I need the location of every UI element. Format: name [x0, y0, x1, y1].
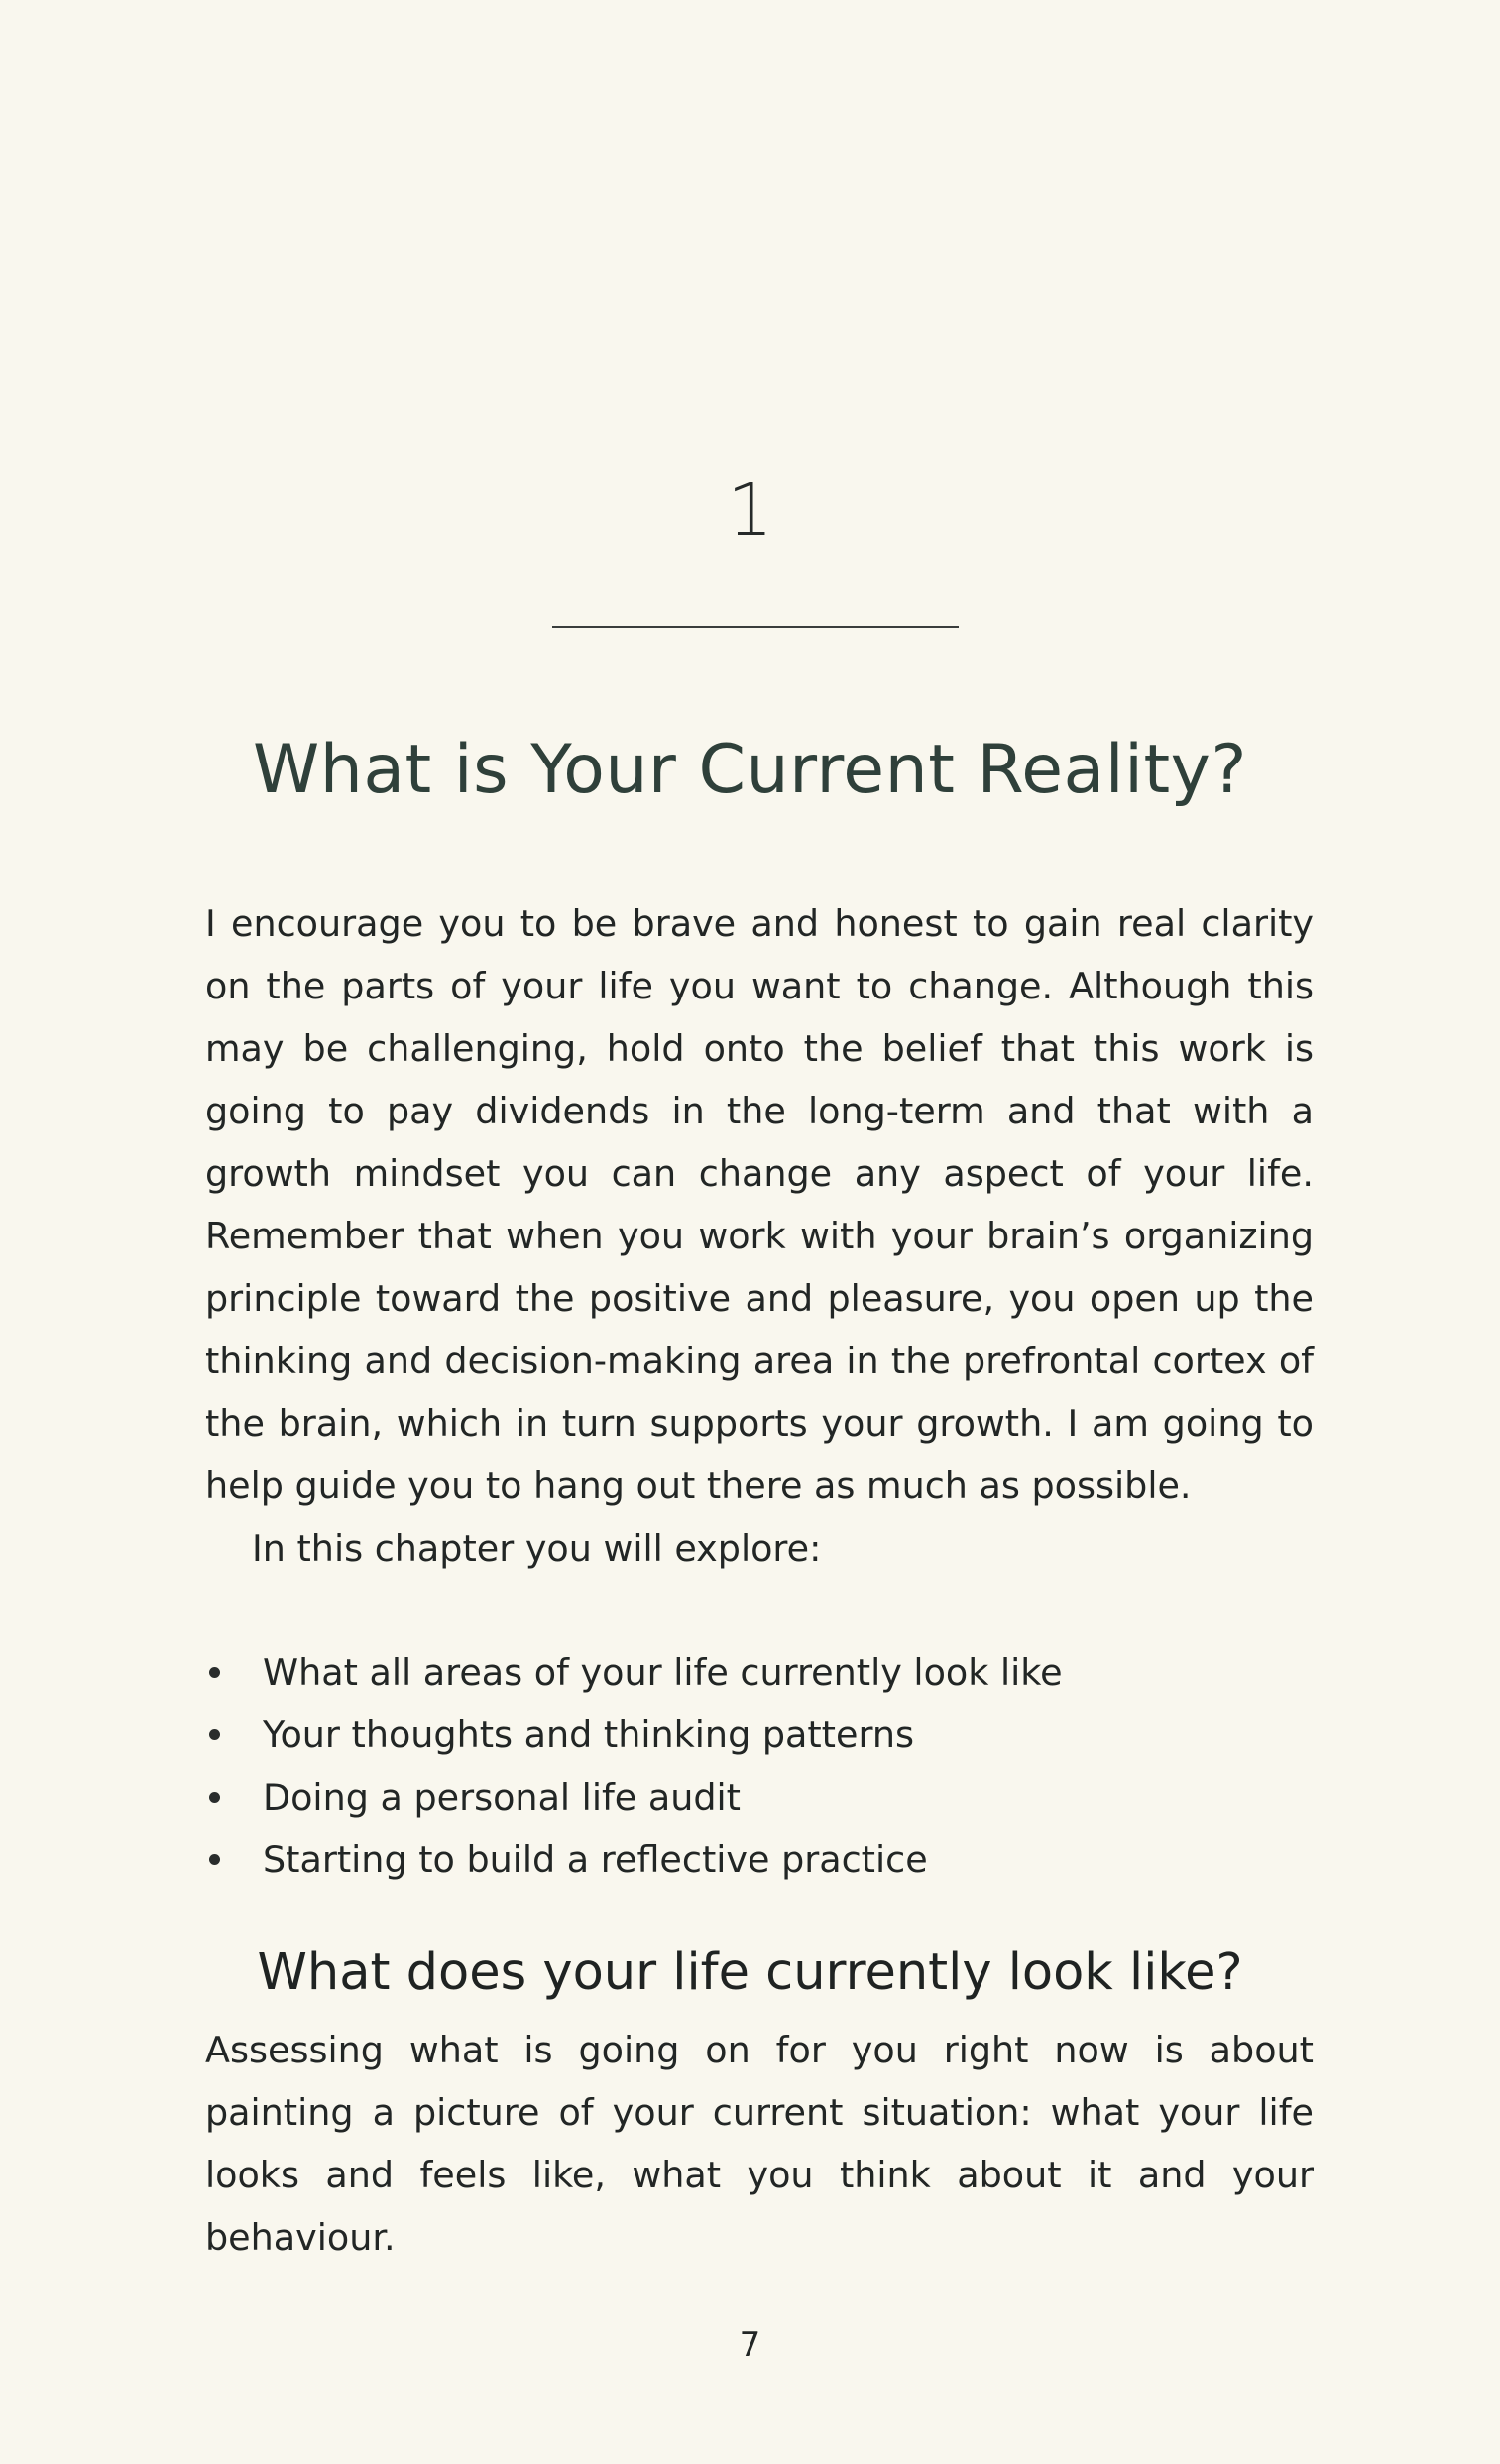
list-item-text: Doing a personal life audit [263, 1776, 741, 1819]
page-number: 7 [739, 2325, 761, 2365]
list-item-text: What all areas of your life currently look like [263, 1651, 1063, 1694]
bullet-icon [209, 1667, 220, 1678]
chapter-number: 1 [726, 468, 774, 553]
list-item [205, 1641, 1314, 1703]
intro-paragraph: I encourage you to be brave and honest to gain real clarity on the parts of your life you want to change. Although this may be challenging, hold onto the belief that this work is going to pay dividends in the long-term and that with a growth mindset you can change any aspect of your life. Remember that when you work with your brain’s organizing principle toward the positive and pleasure, you open up the thinking and decision-making area in the prefrontal cortex of the brain, which in turn supports your growth. I am going to help guide you to hang out there as much as possible. [205, 902, 1314, 1507]
bullet-icon [209, 1792, 220, 1803]
list-item [205, 1703, 1314, 1766]
list-item [205, 1766, 1314, 1828]
bullet-icon [209, 1729, 220, 1740]
section-heading: What does your life currently look like? [257, 1943, 1243, 2002]
section-paragraph: Assessing what is going on for you right now is about painting a picture of your current situation: what your life looks and feels like, what you think about it and your behaviour. [205, 2029, 1314, 2259]
explore-intro: In this chapter you will explore: [252, 1527, 822, 1570]
chapter-title: What is Your Current Reality? [253, 731, 1247, 809]
chapter-divider [552, 626, 959, 628]
list-item-text: Your thoughts and thinking patterns [263, 1713, 914, 1756]
explore-list [205, 1641, 1314, 1891]
list-item-text: Starting to build a reflective practice [263, 1838, 928, 1881]
bullet-icon [209, 1854, 220, 1865]
list-item [205, 1828, 1314, 1891]
